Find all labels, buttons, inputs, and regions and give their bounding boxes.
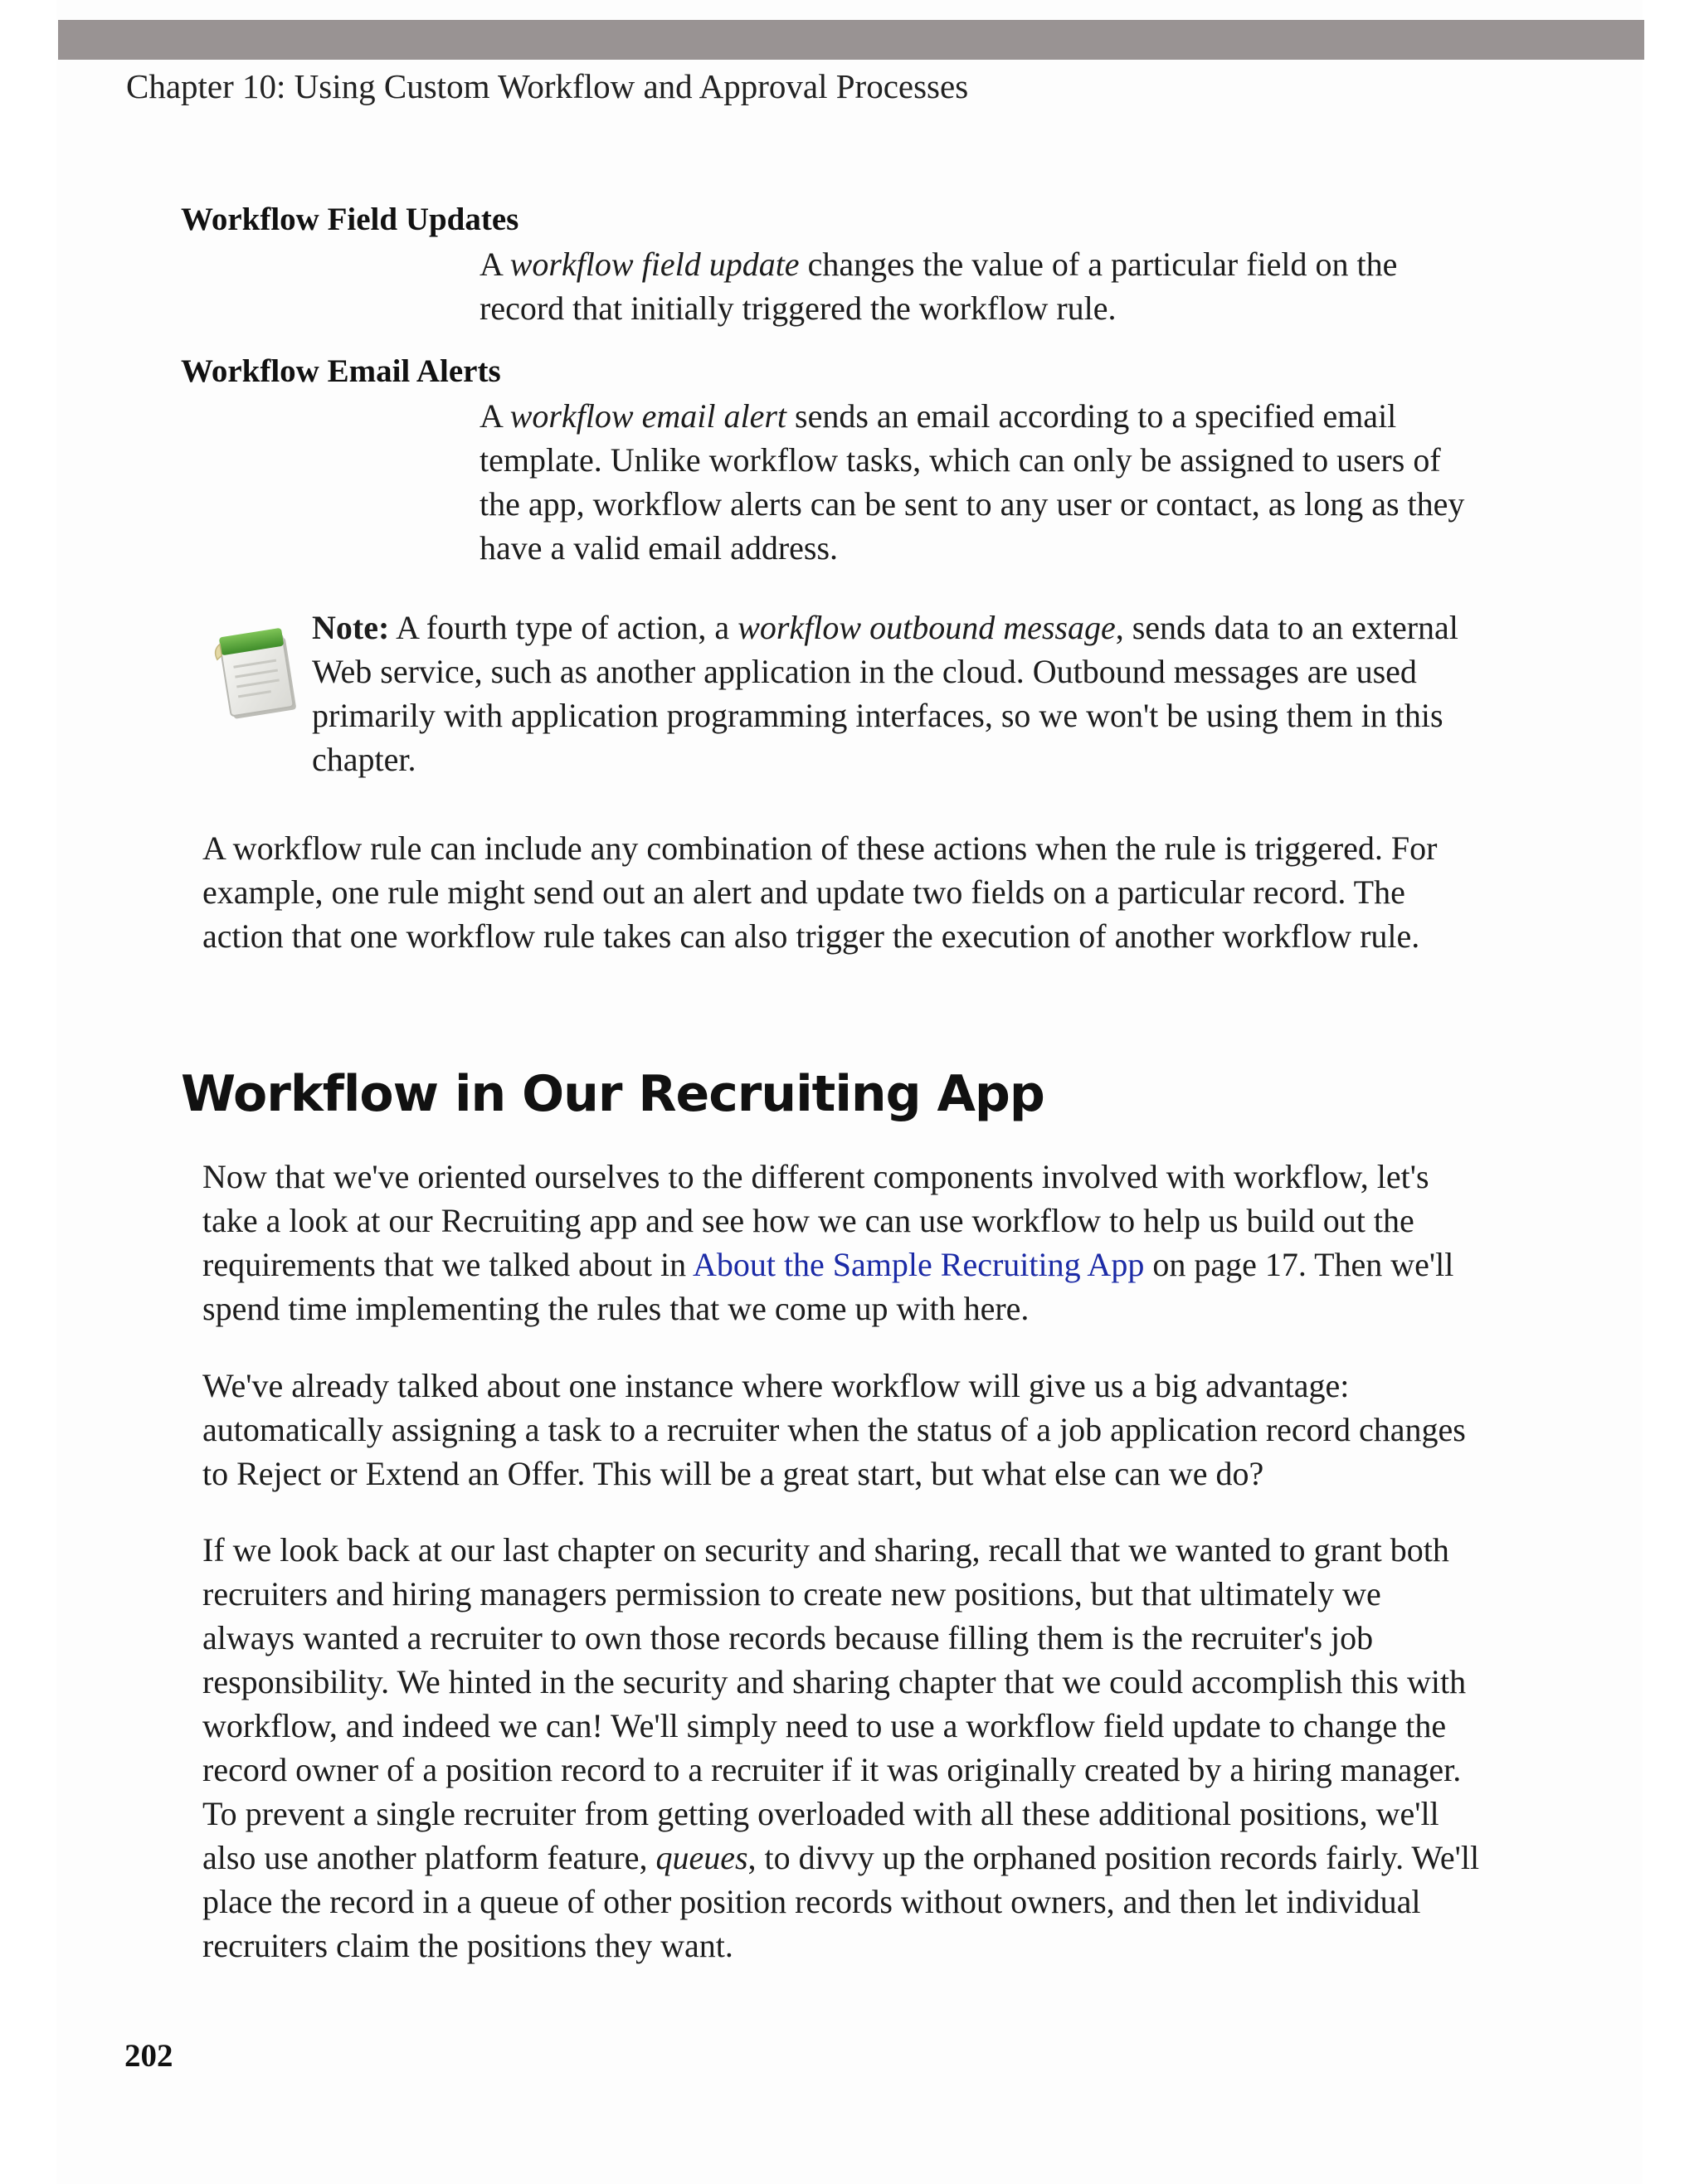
note-body: , sends data to an external Web service, such as another application in the cloud. Outbound messages are used primarily with application programming interfaces, so we won't be using them in this chapter. bbox=[312, 609, 1458, 778]
section-paragraph-3 bbox=[202, 1528, 1480, 1968]
term-heading-field-updates: Workflow Field Updates bbox=[181, 202, 519, 237]
section-paragraph-1 bbox=[202, 1155, 1480, 1330]
term-heading-email-alerts: Workflow Email Alerts bbox=[181, 353, 501, 389]
paragraph-text: If we look back at our last chapter on security and sharing, recall that we wanted to grant both recruiters and hiring managers permission to create new positions, but that ultimately we always wanted a recruiter to own those records because filling them is the recruiter's job responsibility. We hinted in the security and sharing chapter that we could accomplish this with workflow, and indeed we can! We'll simply need to use a workflow field update to change the record owner of a position record to a recruiter if it was originally created by a hiring manager. To prevent a single recruiter from getting overloaded with all these additional positions, we'll also use another platform feature, bbox=[202, 1531, 1467, 1876]
note-term: workflow outbound message bbox=[738, 609, 1116, 646]
definition-text: A bbox=[480, 246, 510, 283]
page-number: 202 bbox=[124, 2038, 173, 2074]
paragraph-text: on page 17. Then we'll spend time implementing the rules that we come up with here. bbox=[202, 1246, 1454, 1327]
sample-app-link[interactable]: About the Sample Recruiting App bbox=[692, 1246, 1145, 1283]
definition-term: workflow email alert bbox=[509, 397, 787, 435]
term-definition-email-alerts bbox=[480, 394, 1475, 570]
paragraph-text: Now that we've oriented ourselves to the different components involved with workflow, let's take a look at our Recruiting app and see how we can use workflow to help us build out the requirements that we talked about in bbox=[202, 1158, 1429, 1283]
intro-paragraph: A workflow rule can include any combination of these actions when the rule is triggered. For example, one rule might send out an alert and update two fields on a particular record. The action that one workflow rule takes can also trigger the execution of another workflow rule. bbox=[202, 829, 1438, 955]
section-paragraph-2: We've already talked about one instance where workflow will give us a big advantage: automatically assigning a task to a recruiter when the status of a job application record changes to Reject or Extend an Offer. This will be a great start, but what else can we do? bbox=[202, 1367, 1466, 1492]
definition-text: changes the value of a particular field on the record that initially triggered the workflow rule. bbox=[480, 246, 1398, 327]
header-bar bbox=[58, 20, 1644, 60]
note-label: Note: bbox=[312, 609, 390, 646]
definition-text: sends an email according to a specified email template. Unlike workflow tasks, which can only be assigned to users of the app, workflow alerts can be sent to any user or contact, as long as they have a valid email address. bbox=[480, 397, 1465, 567]
definition-term: workflow field update bbox=[509, 246, 800, 283]
term-definition-field-updates bbox=[480, 242, 1475, 330]
definition-text: A bbox=[480, 397, 510, 435]
note-body: A fourth type of action, a bbox=[389, 609, 738, 646]
note-icon bbox=[204, 615, 309, 720]
section-heading: Workflow in Our Recruiting App bbox=[181, 1065, 1044, 1123]
note-text bbox=[312, 606, 1473, 781]
running-head: Chapter 10: Using Custom Workflow and Approval Processes bbox=[126, 67, 969, 105]
paragraph-text: , to divvy up the orphaned position records fairly. We'll place the record in a queue of other position records without owners, and then let individual recruiters claim the positions they want. bbox=[202, 1839, 1480, 1964]
paragraph-term: queues bbox=[655, 1839, 748, 1876]
